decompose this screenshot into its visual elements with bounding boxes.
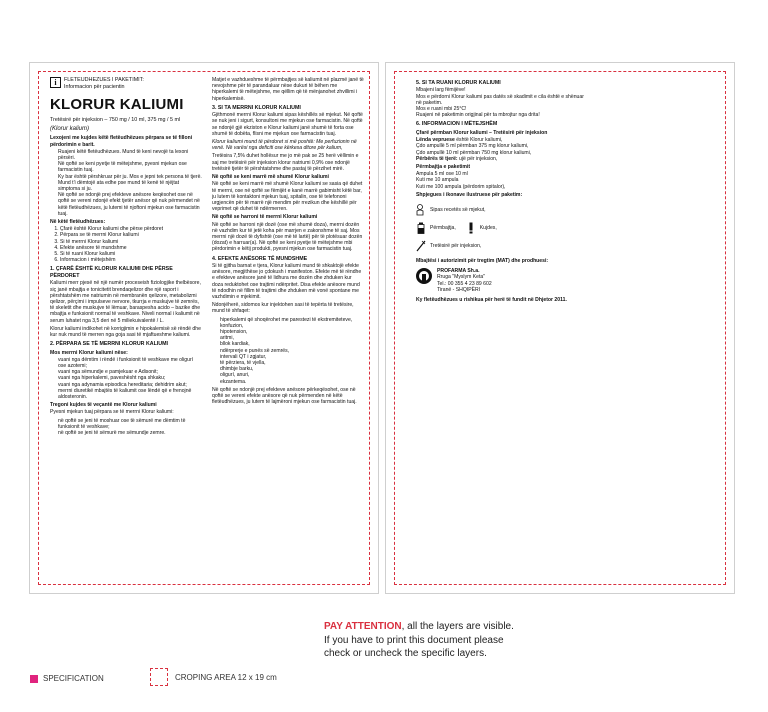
list-item: • konfuzion, [220, 323, 364, 329]
list-item: • bllok kardiak, [220, 341, 364, 347]
attention-line-2: If you have to print this document please [324, 634, 504, 646]
manufacturer-street: Rruga "Myslym Keta" [437, 274, 486, 281]
symbol-caution-label: Kujdes, [479, 224, 497, 231]
section-2-subheading: Mos merrni Klorur kaliumi nëse: [50, 349, 128, 356]
symbols-heading: Shpjegues i ikonave ilustruese për paketim: [416, 191, 523, 198]
excipients-text: ujë për injeksion, [459, 155, 498, 162]
side-effects-list [212, 317, 364, 385]
care-heading: Tregoni kujdes të veçantë me Klorur kaliumi [50, 402, 157, 409]
pack-line: Kuti me 10 ampula [416, 177, 459, 184]
composition-line: Çdo ampullë 5 ml përmban 375 mg klorur kaliumi, [416, 143, 529, 150]
section-1-text: Kaliumi merr pjesë në një numër proceseish fiziologjike thelbësore, siç janë mbajtja e tonicitetit brendaqelizor dhe një raport i përshtatshëm me natriumin në membranën qelizore, metabolizmi qelizor, përçimi i impulseve nervore, tkurrja e muskujve të zemrës, të skeletit dhe muskujve të lëmuar, baraspesha acido – bazike dhe mbajtja e funksionit normal të veshkave. Niveli normal i kaliumit në serum luhatet nga 3,5 deri në 5 miliekuivalentë / L. [50, 280, 201, 324]
pack-line: Ampula 5 ml ose 10 ml [416, 171, 468, 178]
manufacturer-tel: Tel.: 00 355 4 23 89 602 [437, 280, 492, 287]
pack-line: Kuti me 100 ampula (përdorim spitalor), [416, 183, 506, 190]
exclamation-icon [466, 222, 476, 234]
section-3-italic: Klorur kaliumi mund të përdoret si më poshtë: Me perfuzionin në venë. Në varësi nga deficiti ose kërkesa ditore për kalium, [212, 139, 357, 152]
excipients-label: Përbërës të tjerë: [416, 155, 458, 162]
leaflet-front-panel [29, 62, 379, 594]
list-item: 2. Përpara se të merrni Klorur kaliumi [60, 232, 202, 238]
symbol-injection-label: Tretësirë për injeksion, [430, 242, 482, 249]
manufacturer-name: PROFARMA Sh.a. [437, 268, 480, 275]
drug-inn: (Klorur kalium) [50, 126, 90, 133]
symbol-row-rx [416, 204, 584, 216]
list-item: • vuani nga adynamia episodica hereditaria; dehidrim akut; [58, 382, 202, 388]
prescription-icon [416, 204, 426, 216]
composition-line: Çdo ampullë 10 ml përmban 750 mg klorur kaliumi, [416, 149, 532, 156]
symbol-contents-label: Përmbajtja, [430, 224, 456, 231]
specification-label: SPECIFICATION [43, 674, 104, 683]
symbol-row-injection [416, 240, 584, 252]
section-4-text: Si të gjitha barnat e tjera, Klorur kaliumi mund të shkaktojë efekte anësore, megjithëse jo çdokush i manifeston. Efekte më të rëndhe e efekteve anësore janë të lidhura me dozën dhe zhduken kur doza reduktohet ose trajtimi ndërpritet. Disa efekte anësore mund të ndodhin në fillim të trajtimi dhe zhduken më vonë spontane me vazhdimin e mjekimit. [212, 262, 362, 300]
symbol-row-contents [416, 222, 584, 234]
overdose-heading: Në qoftë se keni marrë më shumë Klorur kaliumi [212, 174, 329, 181]
section-6-heading: 6. INFORMACION I MËTEJSHËM [416, 121, 498, 128]
section-3-text: Gjithmonë merrni Klorur kaliumi sipas këshillës së mjekut. Në qoftë se nuk jeni i sigurt, konsultoni me mjekun ose farmacistin. Në qoftë se ndonjë gjë ekziston e Klorur kaliumi janë shumë të forta ose shumë të dobëta, flisni me mjekun ose farmacistin tuaj. [212, 112, 363, 137]
drug-subtitle: Tretësirë për injeksion – 750 mg / 10 ml, 375 mg / 5 ml [50, 117, 181, 124]
print-legend [0, 620, 768, 712]
leaflet-column-1 [50, 77, 202, 579]
profarma-logo-icon [416, 268, 432, 284]
contraindications-list [50, 357, 202, 400]
list-item: • aritmi, [220, 335, 364, 341]
section-6-subheading: Çfarë përmban Klorur kaliumi – Tretësirë për injeksion [416, 129, 548, 136]
specification-swatch [30, 675, 38, 683]
list-item: • të përziera, të vjella, [220, 360, 364, 366]
list-item: • Ky bar është përshkruar për ju. Mos e jepni tek persona të tjerë. Mund t'i dëmtojë ata edhe pse mund të kenë të njëjtat simptoma si ju. [58, 174, 202, 193]
list-item: 6. Informacion i mëtejshëm [60, 257, 202, 263]
pack-heading: Përmbajtja e paketimit [416, 163, 471, 170]
vial-icon [416, 222, 426, 234]
section-4-text-3: Në qoftë se ndonjë prej efekteve anësore përkeqësohet, ose në qoftë se vereni efekte anësore që nuk përmenden në këtë fletëudhëzues, ju lutem të lajmëroni mjekun ose farmacistin tuaj. [212, 386, 357, 406]
list-item: 1. Çfarë është Klorur kaliumi dhe përse përdoret [60, 226, 202, 232]
list-item: • Në qoftë se ndonjë prej efekteve anësore keqësohet ose në qoftë se vereni ndonjë efekt tjetër anësor që nuk përmendet në këtë fletëudhëzues, ju lutemi të njoftoni mjekun ose farmacistin tuaj. [58, 192, 202, 217]
info-icon: i [50, 77, 61, 88]
leaflet-header [50, 77, 202, 90]
list-item: • intervali QT i zgjatur, [220, 354, 364, 360]
crop-area-label: CROPING AREA 12 x 19 cm [175, 672, 277, 682]
section-2-continued: Matjet e vazhdueshme të përmbajtjes së kaliumit në plazmë janë të nevojshme për të parandaluar nëse dukuri të bëhen me hiperkalemi të mëtejshme, me qëllim që të mënjanohet zhvillimi i hiperkalemisë. [212, 77, 364, 102]
section-1-heading: 1. ÇFARË ËSHTË KLORUR KALIUMI DHE PËRSE PËRDORET [50, 266, 173, 279]
toc-heading: Në këtë fletëudhëzues: [50, 219, 106, 226]
print-attention-note [324, 620, 554, 661]
list-item: • hipotension, [220, 329, 364, 335]
section-4-heading: 4. EFEKTE ANËSORE TË MUNDSHME [212, 255, 308, 262]
attention-strong: PAY ATTENTION [324, 621, 402, 632]
leaflet-column-2 [212, 77, 364, 579]
mah-heading: Mbajtësi i autorizimit për tregtim (MAT) dhe prodhuesi: [416, 257, 549, 264]
intro-heading: Lexojeni me kujdes këtë fletëudhëzues përpara se të filloni përdorimin e barit. [50, 135, 193, 148]
list-item: • vuani nga hiperkalemi, paveshësht nga shkaku; [58, 375, 202, 381]
header-line-1: FLETËUDHËZUES I PAKETIMIT: [64, 77, 144, 83]
list-item: • Në qoftë se keni pyetje të mëtejshme, pyesni mjekun ose farmacistin tuaj. [58, 161, 202, 173]
storage-line: Mos e përdorni Klorur kaliumi pas datës së skadimit e cila është e shënuar në paketim. [416, 93, 584, 106]
syringe-icon [416, 240, 426, 252]
section-2-heading: 2. PËRPARA SE TË MERRNI KLORUR KALIUMI [50, 341, 169, 348]
forgot-heading: Në qoftë se harroni të merrni Klorur kaliumi [212, 214, 318, 221]
overdose-text: Në qoftë se keni marrë më shumë Klorur kaliumi se sasia që duhet të merrni, ose në qoftë se fëmijët e kanë marrë gabimisht këtë bar, ju lutem të kontaktoni mjekun tuaj, spitalin, ose të telefononi urgjencën për të marrë një mendim për rrezikun dhe këshillë për veprimet që duhet të ndërmerren. [212, 181, 363, 213]
list-item: • ndërprerje e punës së zemrës, [220, 348, 364, 354]
section-4-text-2: Ndonjëherë, sidomos kur injektohen sasi të tepërta të tretësire, mund të shfaqet: [212, 302, 354, 315]
list-item: • oligurí, anuri, [220, 372, 364, 378]
storage-line: Ruajeni në paketimin origjinal për ta mbrojtur nga drita! [416, 112, 540, 119]
list-item: • hiperkalemi që shoqërohet me parestezi të ekstremiteteve, [220, 317, 364, 323]
header-line-2: Informacion për pacientin [64, 83, 125, 90]
list-item: 4. Efekte anësore të mundshme [60, 245, 202, 251]
list-item: 5. Si të ruani Klorur kaliumi [60, 251, 202, 257]
crop-area-swatch [150, 668, 168, 686]
care-text: Pyesni mjekun tuaj përpara se të merrni Klorur kaliumi: [50, 409, 174, 416]
attention-rest: , all the layers are visible. [401, 621, 514, 632]
leaflet-back-panel [385, 62, 735, 594]
crop-area-legend [150, 668, 277, 686]
active-substance-label: Lënda vepruese [416, 137, 455, 144]
manufacturer-city: Tiranë - SHQIPËRI [437, 286, 481, 293]
specification-legend [30, 674, 104, 683]
list-item: • dhimbje barku, [220, 366, 364, 372]
drug-title: KLORUR KALIUMI [50, 96, 184, 114]
active-substance-text: është Klorur kaliumi, [456, 137, 503, 144]
leaflet-column-3 [416, 77, 584, 579]
care-list [50, 418, 202, 437]
list-item: • Ruajeni këtë fletëudhëzues. Mund të keni nevojë ta lexoni përsëri. [58, 149, 202, 161]
forgot-text: Në qoftë se harroni një dozë (ose më shumë doza), merrni dozën në vazhdim kur të jetë koha për marrjen e zakonshme të saj. Mos merrni një dozë të dyfishtë (ose më të lartë) për të plotësuar dozën (dozat) e harruar(a). Në qoftë se keni pyetje të mëtejshme mbi përdorimin e këtij produkti, pyesni mjekun ose farmacistin tuaj. [212, 221, 363, 253]
section-3-text-2: Tretësira 7,5% duhet hollësur me jo më pak se 25 herë vëllimin e saj me tretësirë për injeksion klorur natriumi 0,9% ose ndonjë tretësirë tjetër të përshtatshme dhe pastaj të përzihet mirë. [212, 153, 359, 172]
toc-list [50, 226, 202, 263]
storage-line: Mbajeni larg fëmijëve! [416, 87, 466, 94]
list-item: • merrni diuretikë mbajtës të kaliumit ose lëndë që e frenojnë aldosteronin. [58, 388, 202, 400]
list-item: • në qoftë se jeni të sëmurë me sëmundje zemre. [58, 430, 202, 436]
intro-list [50, 149, 202, 217]
list-item: • në qoftë se jeni të moshuar ose të sëmurë me dëmtim të funksionit të veshkave; [58, 418, 202, 430]
attention-line-3: check or uncheck the specific layers. [324, 648, 487, 659]
symbol-rx-label: Sipas recetës së mjekut, [430, 206, 486, 213]
section-3-heading: 3. SI TA MERRNI KLORUR KALIUMI [212, 104, 301, 111]
manufacturer-block [416, 268, 584, 293]
list-item: • vuani nga sëmundje e pamjekuar e Adisonit; [58, 369, 202, 375]
section-1-text-2: Klorur kaliumi indikohet në korrigjimin e hipokalemisë së rëndë dhe kur nuk mund të merren nga goja sasi të mjaftueshme kaliumi. [50, 325, 201, 338]
storage-line: Mos e ruani mbi 25°C! [416, 106, 467, 113]
excipients-line [416, 156, 584, 162]
section-5-heading: 5. SI TA RUANI KLORUR KALIUMI [416, 80, 501, 86]
list-item: • ekzantema. [220, 379, 364, 385]
revision-date: Ky fletëudhëzues u rishikua për herë të fundit në Dhjetor 2011. [416, 296, 567, 303]
list-item: 3. Si të merrni Klorur kaliumi [60, 239, 202, 245]
list-item: • vuani nga dëmtim i rëndë i funksionit të veshkave me oligurí ose azotemi; [58, 357, 202, 369]
